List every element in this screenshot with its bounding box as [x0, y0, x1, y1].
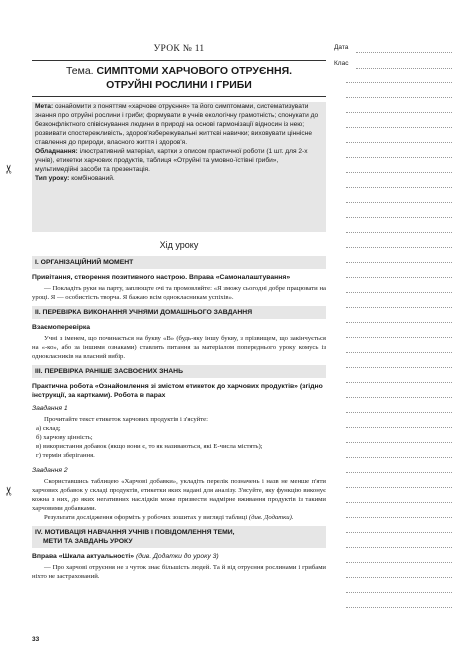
note-line[interactable] — [346, 562, 452, 563]
result-text: Результати дослідження оформіть у робочих зошитах у вигляді таблиці — [44, 514, 249, 521]
note-line[interactable] — [346, 517, 452, 518]
lesson-flow — [32, 236, 326, 581]
note-line[interactable] — [346, 112, 452, 113]
equipment-paragraph — [32, 147, 326, 174]
note-line[interactable] — [346, 157, 452, 158]
note-line[interactable] — [346, 337, 452, 338]
section-heading-line-1: IV. МОТИВАЦІЯ НАВЧАННЯ УЧНІВ І ПОВІДОМЛЕННЯ ТЕМИ, — [35, 529, 235, 536]
note-line[interactable] — [346, 322, 452, 323]
list-item: а) склад; — [36, 425, 61, 432]
type-paragraph — [32, 174, 326, 183]
course-heading: Хід уроку — [159, 240, 199, 250]
task-label: Завдання 1 — [32, 405, 68, 412]
note-line[interactable] — [346, 442, 452, 443]
date-line[interactable] — [356, 52, 452, 53]
paragraph: Скориставшись таблицею «Харчові добавки», укладіть перелік позначень і назв не менше п'яти харчових добавок у складі продуктів, етикетки яких надані для аналізу. З'ясуйте, яку функцію виконує кожна з них, до яких негативних наслідків може призвести надмірне вживання продуктів із такими харчовими добавками. — [32, 478, 326, 512]
subheading: Привітання, створення позитивного настрою. Вправа «Самоналаштування» — [32, 274, 291, 281]
paragraph: Учні з іменем, що починається на букву «В» (будь-яку іншу букву, з прізвищем, що закінчується на «-ко», або за іншими ознаками) ставлять питання за матеріалом попереднього уроку комусь із однокласників на власний вибір. — [32, 335, 326, 360]
note-line[interactable] — [346, 172, 452, 173]
note-lines — [346, 82, 452, 622]
topic-line-2: ОТРУЙНІ РОСЛИНИ І ГРИБИ — [106, 79, 252, 91]
page-number: 33 — [32, 636, 40, 643]
paragraph: — Покладіть руки на парту, заплющте очі та промовляйте: «Я зможу сьогодні добре працювати на уроці. Я — особистість творча. Я бажаю всім однокласникам успіхів». — [32, 285, 326, 301]
lesson-topic — [32, 64, 326, 92]
note-line[interactable] — [346, 412, 452, 413]
note-line[interactable] — [346, 307, 452, 308]
subheading: Практична робота «Ознайомлення зі змістом етикеток до харчових продуктів» (згідно інструкції, за картками). Робота в парах — [32, 383, 323, 399]
class-label: Клас — [334, 60, 349, 67]
goal-text: ознайомити з поняттям «харчове отруєння» та його симптомами, систематизувати знання про отруйні рослини і гриби; формувати в учнів екологічну грамотність; спонукати до безконфліктного співіснування людини в природі на основі гармонізації відносин із нею; розвивати спостережливість, здоров'язбережувальні життєві навички; виховувати ціннісне ставлення до природи, власного життя і здоров'я. — [35, 103, 319, 146]
type-text: комбінований. — [69, 175, 115, 182]
class-line[interactable] — [356, 68, 452, 69]
subheading — [32, 552, 326, 561]
section-heading-line-2: МЕТИ ТА ЗАВДАНЬ УРОКУ — [43, 538, 133, 545]
note-line[interactable] — [346, 202, 452, 203]
scissors-icon: ✂ — [2, 485, 17, 497]
appendix-reference: (див. Додатки). — [248, 514, 294, 521]
note-line[interactable] — [346, 217, 452, 218]
list-item: г) термін зберігання. — [36, 452, 95, 459]
paragraph: — Про харчові отруєння не з чуток знає більшість людей. Та й від отруєння рослинами і грибами ніхто не застрахований. — [32, 564, 326, 580]
note-line[interactable] — [346, 427, 452, 428]
note-line[interactable] — [346, 97, 452, 98]
equipment-label: Обладнання: — [35, 148, 78, 155]
type-label: Тип уроку: — [35, 175, 70, 182]
exercise-name: Вправа «Шкала актуальності» — [32, 553, 135, 560]
section-heading: II. ПЕРЕВІРКА ВИКОНАННЯ УЧНЯМИ ДОМАШНЬОГО ЗАВДАННЯ — [32, 306, 326, 319]
note-line[interactable] — [346, 577, 452, 578]
note-line[interactable] — [346, 352, 452, 353]
scissors-icon: ✂ — [2, 163, 17, 175]
note-line[interactable] — [346, 502, 452, 503]
divider — [32, 60, 326, 61]
note-line[interactable] — [346, 247, 452, 248]
topic-prefix: Тема. — [65, 65, 94, 77]
note-line[interactable] — [346, 262, 452, 263]
paragraph: Прочитайте текст етикеток харчових продуктів і з'ясуйте: — [44, 416, 209, 423]
note-line[interactable] — [346, 232, 452, 233]
equipment-text: ілюстративний матеріал, картки з описом практичної роботи (1 шт. для 2-х учнів), етикетки харчових продуктів, таблиця «Отруйні та умовно-їстівні гриби», мультимедійні засоби та презентація. — [35, 148, 308, 173]
note-line[interactable] — [346, 532, 452, 533]
lesson-title: УРОК № 11 — [153, 44, 205, 54]
list-item: в) використання добавок (якщо вони є, то як називаються, які Е-числа містять); — [36, 443, 263, 450]
note-line[interactable] — [346, 592, 452, 593]
note-line[interactable] — [346, 457, 452, 458]
date-label: Дата — [334, 44, 349, 51]
list-item: б) харчову цінність; — [36, 434, 93, 441]
topic-line-1: СИМПТОМИ ХАРЧОВОГО ОТРУЄННЯ. — [96, 65, 293, 77]
task-label: Завдання 2 — [32, 467, 68, 474]
goal-paragraph — [32, 102, 326, 147]
note-line[interactable] — [346, 142, 452, 143]
section-heading — [32, 526, 326, 548]
divider — [32, 96, 326, 97]
note-line[interactable] — [346, 82, 452, 83]
note-line[interactable] — [346, 382, 452, 383]
note-line[interactable] — [346, 127, 452, 128]
note-line[interactable] — [346, 277, 452, 278]
note-line[interactable] — [346, 292, 452, 293]
note-line[interactable] — [346, 607, 452, 608]
section-heading: III. ПЕРЕВІРКА РАНІШЕ ЗАСВОЄНИХ ЗНАНЬ — [32, 365, 326, 378]
note-line[interactable] — [346, 487, 452, 488]
note-line[interactable] — [346, 547, 452, 548]
note-line[interactable] — [346, 187, 452, 188]
subheading: Взаємоперевірка — [32, 324, 91, 331]
goal-label: Мета: — [35, 103, 54, 110]
paragraph — [32, 513, 326, 522]
note-line[interactable] — [346, 397, 452, 398]
note-line[interactable] — [346, 367, 452, 368]
section-heading: I. ОРГАНІЗАЦІЙНИЙ МОМЕНТ — [32, 256, 326, 269]
appendix-reference: (див. Додатки до уроку 3) — [134, 553, 219, 560]
goals-box — [32, 102, 326, 232]
note-line[interactable] — [346, 472, 452, 473]
